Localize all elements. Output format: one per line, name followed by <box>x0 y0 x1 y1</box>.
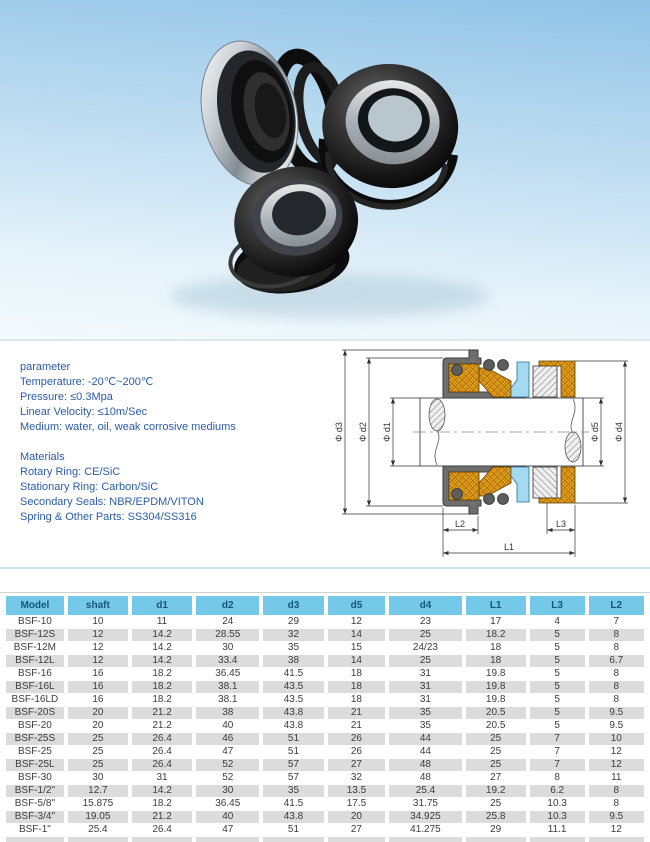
table-cell: 32 <box>328 772 386 784</box>
table-cell: 14.2 <box>132 785 192 797</box>
param-lines <box>20 375 320 435</box>
diagram-drawing <box>335 348 650 563</box>
table-cell: 30 <box>68 772 128 784</box>
table-cell: 16 <box>68 668 128 680</box>
table-cell: 9.5 <box>589 707 644 719</box>
table-cell: 25 <box>466 733 526 745</box>
table-cell: 21 <box>328 707 386 719</box>
table-cell: BSF-30 <box>6 772 64 784</box>
table-cell: 27 <box>328 759 386 771</box>
table-cell: 16 <box>68 694 128 706</box>
table-cell: 31 <box>389 694 461 706</box>
table-cell: 25 <box>68 733 128 745</box>
table-row <box>6 837 644 842</box>
table-cell: 41.5 <box>263 798 323 810</box>
table-cell: 34.925 <box>389 811 461 823</box>
table-cell: 47 <box>196 746 259 758</box>
table-cell: 31 <box>132 772 192 784</box>
table-cell: BSF-25 <box>6 746 64 758</box>
seal-assembly-lower <box>443 466 575 514</box>
table-cell: 25 <box>466 746 526 758</box>
table-cell: 11.1 <box>530 824 585 836</box>
table-cell: 10 <box>68 616 128 628</box>
table-cell <box>263 837 323 842</box>
spec-line: Stationary Ring: Carbon/SiC <box>20 481 159 493</box>
spec-block-gap <box>20 435 320 450</box>
table-cell: 5 <box>530 668 585 680</box>
table-cell: 31 <box>389 668 461 680</box>
product-photo-image <box>0 0 650 339</box>
table-cell: 19.8 <box>466 681 526 693</box>
table-row <box>6 694 644 706</box>
seal-assembly-upper <box>443 350 575 398</box>
table-cell: 8 <box>589 681 644 693</box>
table-cell: 26 <box>328 746 386 758</box>
spec-line: Spring & Other Parts: SS304/SS316 <box>20 511 197 523</box>
table-cell: 35 <box>389 720 461 732</box>
table-cell: 52 <box>196 759 259 771</box>
table-cell: 28.55 <box>196 629 259 641</box>
table-cell: 11 <box>132 616 192 628</box>
table-cell <box>328 837 386 842</box>
table-body <box>6 616 644 842</box>
table-cell: 5 <box>530 681 585 693</box>
table-cell: 36.45 <box>196 798 259 810</box>
column-header: shaft <box>68 596 128 615</box>
table-cell: 25 <box>389 655 461 667</box>
table-row <box>6 798 644 810</box>
shaft <box>413 398 589 466</box>
table-cell: BSF-12S <box>6 629 64 641</box>
table-cell: 43.8 <box>263 811 323 823</box>
table-cell: 8 <box>589 629 644 641</box>
table-cell: 51 <box>263 824 323 836</box>
column-header: d2 <box>196 596 259 615</box>
materials-title: Materials <box>20 451 65 463</box>
column-header: L3 <box>530 596 585 615</box>
table-cell: 5 <box>530 720 585 732</box>
column-header: d5 <box>328 596 386 615</box>
table-cell: 25.8 <box>466 811 526 823</box>
product-photo <box>0 0 650 339</box>
column-header: L2 <box>589 596 644 615</box>
table-cell: 25 <box>466 798 526 810</box>
table-cell: 18.2 <box>132 798 192 810</box>
table-row <box>6 616 644 628</box>
table-cell: 18 <box>328 668 386 680</box>
table-cell <box>6 837 64 842</box>
table-cell: 26.4 <box>132 733 192 745</box>
column-header: L1 <box>466 596 526 615</box>
table-cell: 15 <box>328 642 386 654</box>
spec-line: Temperature: -20℃~200℃ <box>20 376 154 388</box>
column-header: d4 <box>389 596 461 615</box>
table-cell: BSF-1/2" <box>6 785 64 797</box>
table-cell: 51 <box>263 746 323 758</box>
table-row <box>6 681 644 693</box>
table-row <box>6 759 644 771</box>
table-cell: 21.2 <box>132 707 192 719</box>
dim-label-l2: L2 <box>454 519 466 529</box>
table-cell: 5 <box>530 707 585 719</box>
table-cell: 23 <box>389 616 461 628</box>
table-cell: 25 <box>389 629 461 641</box>
seal-cross-section-diagram <box>335 348 650 563</box>
table-row <box>6 733 644 745</box>
table-cell: 10 <box>589 733 644 745</box>
column-header: d3 <box>263 596 323 615</box>
materials-lines <box>20 465 320 525</box>
table-cell <box>589 837 644 842</box>
stationary-seat <box>533 366 557 397</box>
table-cell: 12.7 <box>68 785 128 797</box>
table-cell: 7 <box>530 759 585 771</box>
table-cell: 19.2 <box>466 785 526 797</box>
table-cell: BSF-12L <box>6 655 64 667</box>
table-cell: 13.5 <box>328 785 386 797</box>
table-cell: 26.4 <box>132 759 192 771</box>
table-row <box>6 785 644 797</box>
table-cell: 8 <box>589 785 644 797</box>
table-cell: BSF-3/4" <box>6 811 64 823</box>
table-cell: 24 <box>196 616 259 628</box>
spring-coil <box>484 360 495 371</box>
table-cell: 41.275 <box>389 824 461 836</box>
dim-label-l3: L3 <box>555 519 567 529</box>
table-cell: 14 <box>328 629 386 641</box>
table-cell: 36.45 <box>196 668 259 680</box>
spec-line: Linear Velocity: ≤10m/Sec <box>20 406 148 418</box>
table-cell: 43.8 <box>263 720 323 732</box>
table-cell: 44 <box>389 746 461 758</box>
table-cell: 25 <box>68 759 128 771</box>
table-cell: 57 <box>263 772 323 784</box>
table-cell: 25.4 <box>68 824 128 836</box>
table-cell: 20 <box>68 707 128 719</box>
table-cell: 16 <box>68 681 128 693</box>
table-cell: 10.3 <box>530 811 585 823</box>
table-cell: 29 <box>263 616 323 628</box>
table-cell: 8 <box>530 772 585 784</box>
table-row <box>6 746 644 758</box>
table-cell: 14.2 <box>132 629 192 641</box>
table-row <box>6 668 644 680</box>
dim-label-d1: Φ d1 <box>382 422 392 442</box>
table-cell: 57 <box>263 759 323 771</box>
table-cell: 25.4 <box>389 785 461 797</box>
table-cell: 18.2 <box>466 629 526 641</box>
table-cell: 35 <box>263 785 323 797</box>
spec-line: Medium: water, oil, weak corrosive mediums <box>20 421 236 433</box>
spec-line: Pressure: ≤0.3Mpa <box>20 391 113 403</box>
table-cell: 21 <box>328 720 386 732</box>
table-cell: 7 <box>530 746 585 758</box>
table-cell: 19.8 <box>466 668 526 680</box>
table-cell: 26 <box>328 733 386 745</box>
table-cell: 7 <box>530 733 585 745</box>
table-cell: 43.5 <box>263 681 323 693</box>
table-cell: 14.2 <box>132 642 192 654</box>
table-cell: 20.5 <box>466 720 526 732</box>
table-cell: 30 <box>196 642 259 654</box>
spec-text-block <box>20 360 320 525</box>
table-cell: 19.05 <box>68 811 128 823</box>
table-cell: 31 <box>389 681 461 693</box>
table-cell: 25 <box>466 759 526 771</box>
table-cell: 27 <box>328 824 386 836</box>
table-cell: 12 <box>589 746 644 758</box>
table-cell: 6.2 <box>530 785 585 797</box>
table-cell: 18 <box>328 681 386 693</box>
table-cell: 51 <box>263 733 323 745</box>
table-cell: 25 <box>68 746 128 758</box>
table-cell: 48 <box>389 772 461 784</box>
table-cell: 14 <box>328 655 386 667</box>
table-head <box>6 596 644 615</box>
table-row <box>6 655 644 667</box>
table-cell: 14.2 <box>132 655 192 667</box>
table-cell: 38 <box>263 655 323 667</box>
table-cell: 20.5 <box>466 707 526 719</box>
table-cell: BSF-10 <box>6 616 64 628</box>
spec-line: Rotary Ring: CE/SiC <box>20 466 121 478</box>
rotary-seal-ring <box>511 362 529 397</box>
table-cell: 43.8 <box>263 707 323 719</box>
table-row <box>6 824 644 836</box>
column-header: Model <box>6 596 64 615</box>
section-separator-blue <box>0 567 650 569</box>
table-cell: 26.4 <box>132 824 192 836</box>
table-cell: 12 <box>589 759 644 771</box>
table-cell: 47 <box>196 824 259 836</box>
table-cell <box>466 837 526 842</box>
table-cell <box>132 837 192 842</box>
table-cell: 17.5 <box>328 798 386 810</box>
table-cell: 10.3 <box>530 798 585 810</box>
dim-label-l1: L1 <box>503 542 515 552</box>
table-cell: 18.2 <box>132 694 192 706</box>
table-cell <box>68 837 128 842</box>
table-cell: 35 <box>389 707 461 719</box>
table-cell: 4 <box>530 616 585 628</box>
photo-separator-line <box>0 339 650 341</box>
table-cell: 18.2 <box>132 681 192 693</box>
table-cell: 35 <box>263 642 323 654</box>
table-cell <box>196 837 259 842</box>
table-cell: 40 <box>196 811 259 823</box>
spring-coil <box>452 365 463 376</box>
table-cell: BSF-5/8" <box>6 798 64 810</box>
table-cell: 9.5 <box>589 720 644 732</box>
table-cell: BSF-1" <box>6 824 64 836</box>
table-cell: BSF-12M <box>6 642 64 654</box>
table-cell <box>389 837 461 842</box>
table-cell: 12 <box>328 616 386 628</box>
table-cell: BSF-16L <box>6 681 64 693</box>
dimensions-table <box>2 595 648 842</box>
table-cell: 5 <box>530 655 585 667</box>
table-cell: 12 <box>68 655 128 667</box>
table-cell: 8 <box>589 694 644 706</box>
table-cell: 5 <box>530 694 585 706</box>
table-cell: 38.1 <box>196 681 259 693</box>
table-row <box>6 720 644 732</box>
table-cell: 26.4 <box>132 746 192 758</box>
table-cell: 52 <box>196 772 259 784</box>
table-row <box>6 629 644 641</box>
table-cell: 18 <box>466 642 526 654</box>
table-cell: 38.1 <box>196 694 259 706</box>
dim-label-d4: Φ d4 <box>614 422 624 442</box>
table-cell: 8 <box>589 668 644 680</box>
table-cell: 38 <box>196 707 259 719</box>
table-cell: 6.7 <box>589 655 644 667</box>
table-cell: BSF-20 <box>6 720 64 732</box>
table-cell: 5 <box>530 629 585 641</box>
table-row <box>6 707 644 719</box>
table-cell: BSF-20S <box>6 707 64 719</box>
dim-label-d2: Φ d2 <box>358 422 368 442</box>
table-cell: 12 <box>589 824 644 836</box>
dim-label-d3: Φ d3 <box>335 422 344 442</box>
table-cell: 18 <box>328 694 386 706</box>
table-cell: 20 <box>68 720 128 732</box>
table-cell: 41.5 <box>263 668 323 680</box>
dim-label-d5: Φ d5 <box>590 422 600 442</box>
table-cell: 32 <box>263 629 323 641</box>
table-cell: 24/23 <box>389 642 461 654</box>
table-cell: 12 <box>68 629 128 641</box>
table-cell: 43.5 <box>263 694 323 706</box>
table-header-row <box>6 596 644 615</box>
table-cell: 8 <box>589 642 644 654</box>
table-cell: 48 <box>389 759 461 771</box>
column-header: d1 <box>132 596 192 615</box>
table-cell: 30 <box>196 785 259 797</box>
table-cell: 21.2 <box>132 811 192 823</box>
table-cell: 29 <box>466 824 526 836</box>
table-cell: BSF-16LD <box>6 694 64 706</box>
table-row <box>6 642 644 654</box>
spec-line: Secondary Seals: NBR/EPDM/VITON <box>20 496 204 508</box>
table-cell: 20 <box>328 811 386 823</box>
table-cell: 27 <box>466 772 526 784</box>
table-cell: 11 <box>589 772 644 784</box>
table-cell: BSF-16 <box>6 668 64 680</box>
table-cell: 7 <box>589 616 644 628</box>
table-cell: 18 <box>466 655 526 667</box>
table-row <box>6 772 644 784</box>
table-cell: BSF-25L <box>6 759 64 771</box>
table-cell: 17 <box>466 616 526 628</box>
table-top-rule <box>0 592 650 593</box>
table-cell: 18.2 <box>132 668 192 680</box>
table-cell: 19.8 <box>466 694 526 706</box>
table-row <box>6 811 644 823</box>
table-cell: 46 <box>196 733 259 745</box>
table-cell: 9.5 <box>589 811 644 823</box>
param-title: parameter <box>20 361 71 373</box>
table-cell: 12 <box>68 642 128 654</box>
table-cell <box>530 837 585 842</box>
table-cell: 15.875 <box>68 798 128 810</box>
table-cell: 44 <box>389 733 461 745</box>
spring-coil <box>498 360 509 371</box>
table-cell: 21.2 <box>132 720 192 732</box>
table-cell: 8 <box>589 798 644 810</box>
table-cell: 31.75 <box>389 798 461 810</box>
table-cell: 33.4 <box>196 655 259 667</box>
table-cell: 5 <box>530 642 585 654</box>
table-cell: BSF-25S <box>6 733 64 745</box>
table-cell: 40 <box>196 720 259 732</box>
